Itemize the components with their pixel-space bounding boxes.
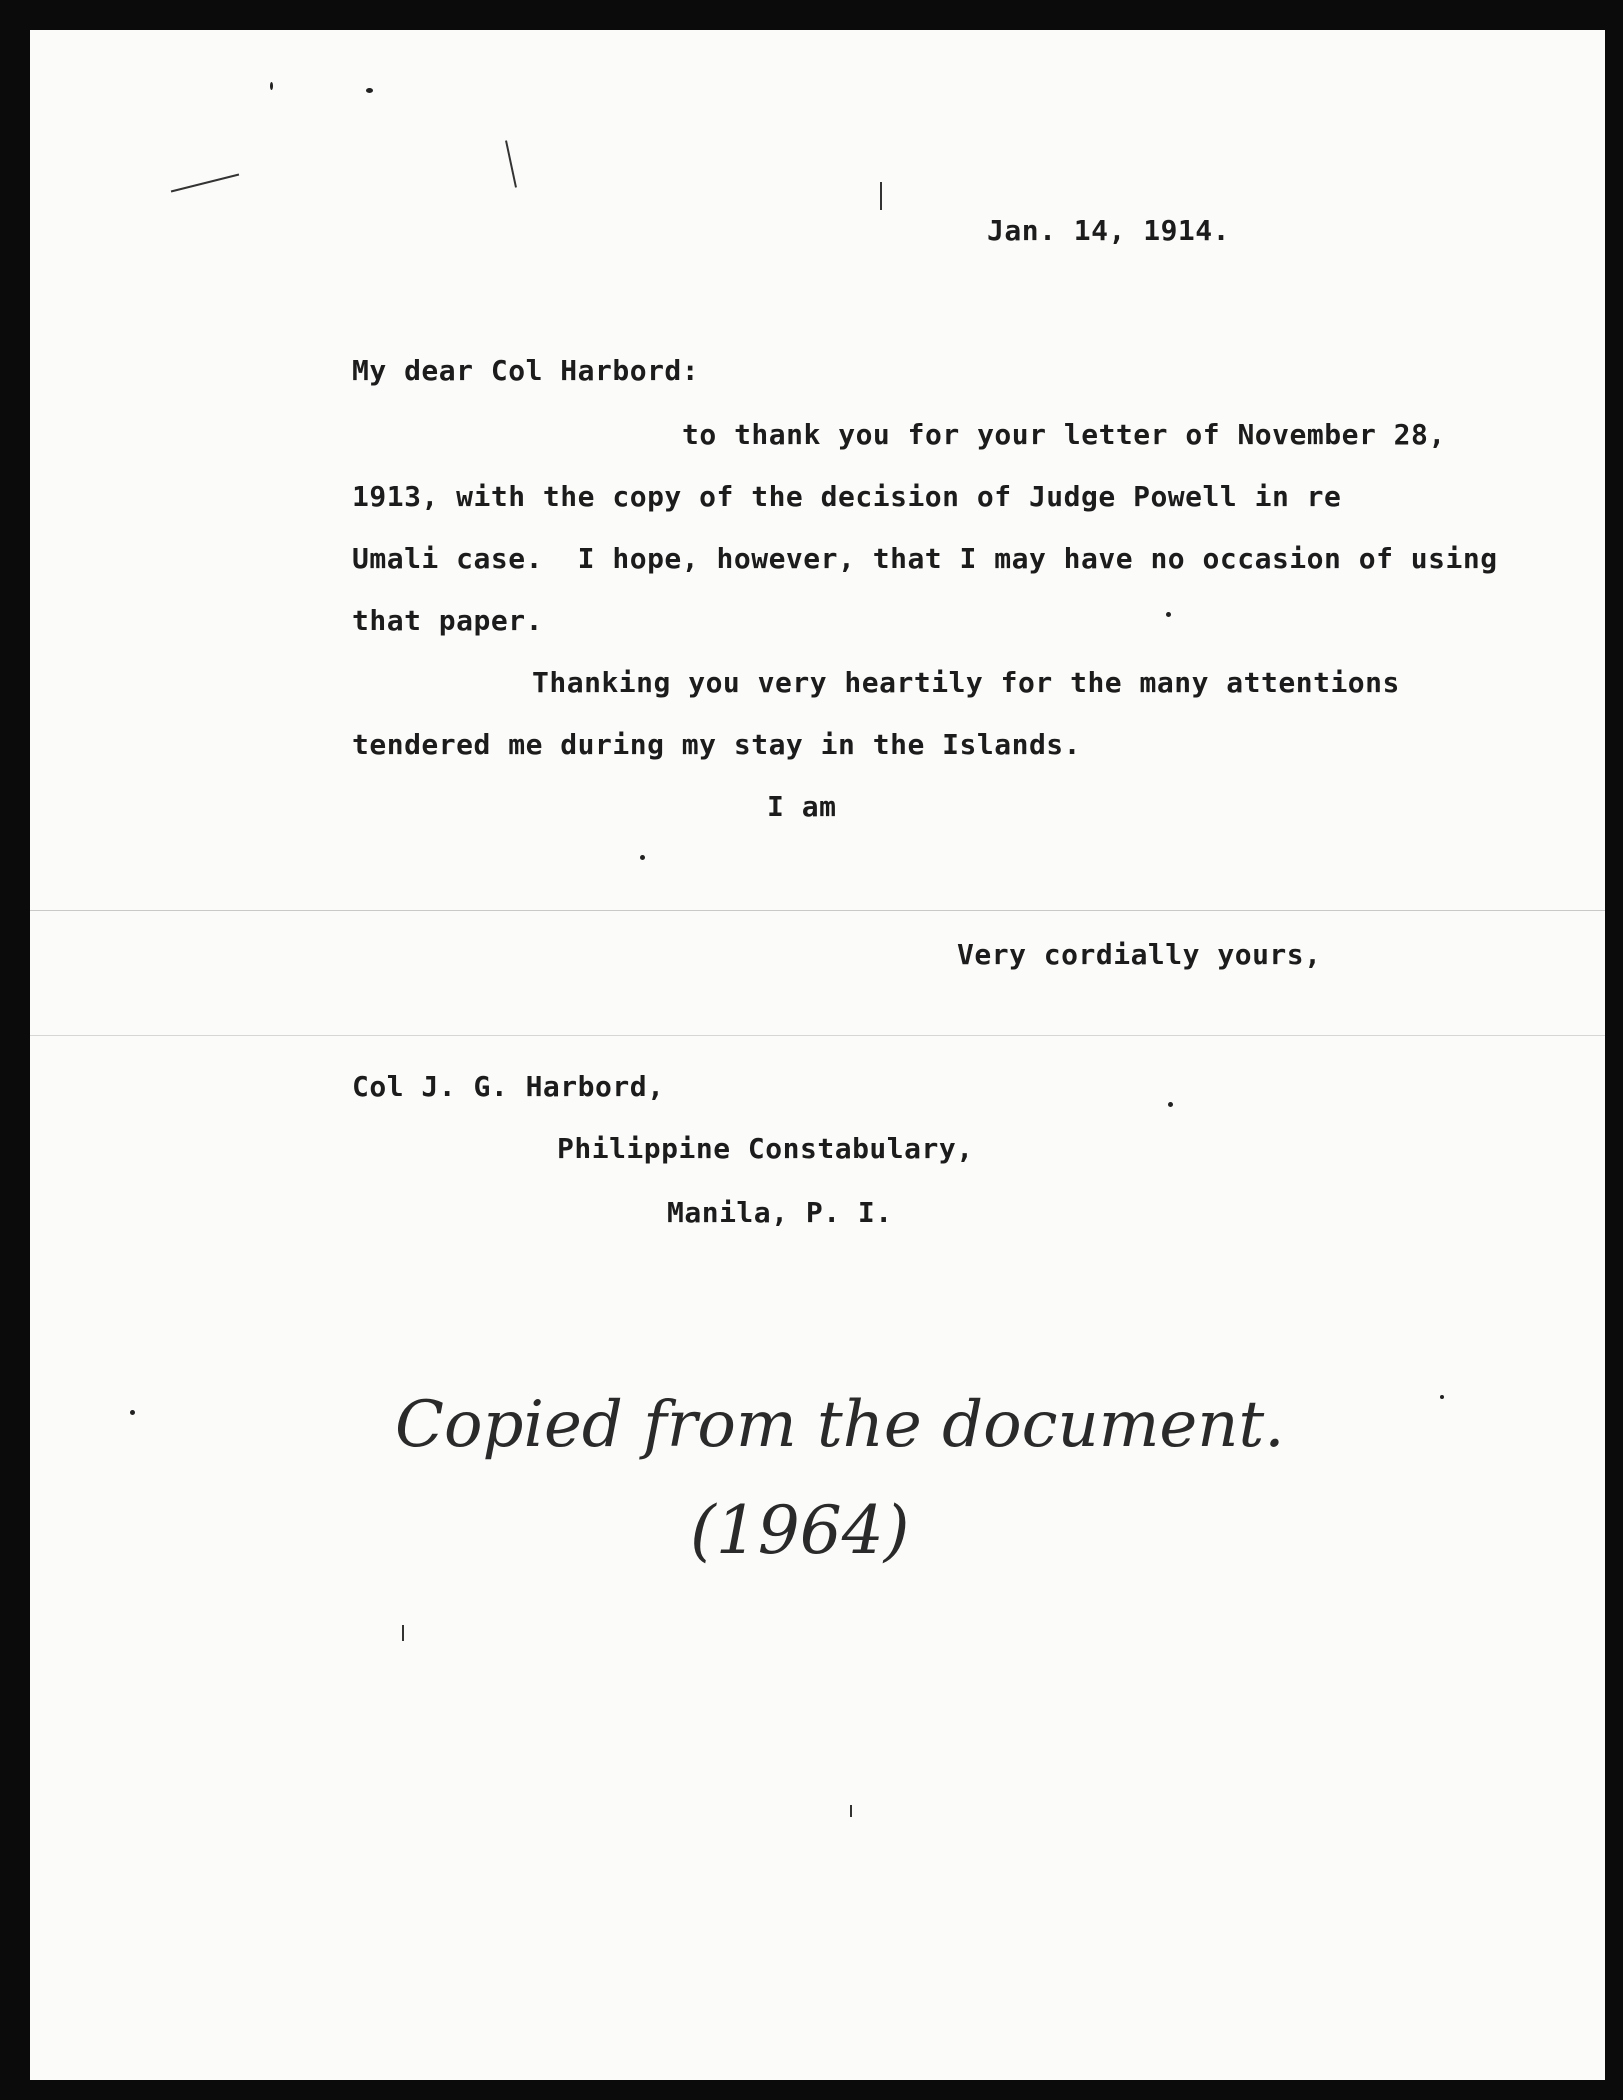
stray-mark xyxy=(850,1805,852,1817)
recipient-name: Col J. G. Harbord, xyxy=(352,1070,665,1103)
stray-mark xyxy=(171,174,239,193)
letter-page xyxy=(30,30,1605,2080)
speck-mark xyxy=(1440,1395,1444,1399)
speck-mark xyxy=(640,855,645,860)
speck-mark xyxy=(366,88,373,93)
salutation: My dear Col Harbord: xyxy=(352,354,700,387)
body-line: Umali case. I hope, however, that I may have no occasion of using xyxy=(352,542,1498,575)
recipient-organization: Philippine Constabulary, xyxy=(557,1132,974,1165)
letter-date: Jan. 14, 1914. xyxy=(987,214,1231,247)
speck-mark xyxy=(130,1410,135,1415)
handwritten-year: (1964) xyxy=(690,1492,910,1569)
stray-mark xyxy=(505,140,517,187)
stray-mark xyxy=(402,1625,404,1641)
scan-line xyxy=(30,910,1605,911)
speck-mark xyxy=(1166,612,1171,617)
body-line: to thank you for your letter of November 28, xyxy=(682,418,1446,451)
scan-line xyxy=(30,1035,1605,1036)
stray-mark xyxy=(880,182,882,210)
body-line: Thanking you very heartily for the many attentions xyxy=(532,666,1400,699)
recipient-city: Manila, P. I. xyxy=(667,1196,893,1229)
body-line: tendered me during my stay in the Islands. xyxy=(352,728,1082,761)
speck-mark xyxy=(1168,1102,1173,1107)
body-line: 1913, with the copy of the decision of Judge Powell in re xyxy=(352,480,1342,513)
handwritten-note: Copied from the document. xyxy=(395,1388,1285,1462)
complimentary-close: Very cordially yours, xyxy=(957,938,1322,971)
body-line: that paper. xyxy=(352,604,543,637)
speck-mark xyxy=(270,82,273,90)
sign-off-line: I am xyxy=(767,790,837,823)
